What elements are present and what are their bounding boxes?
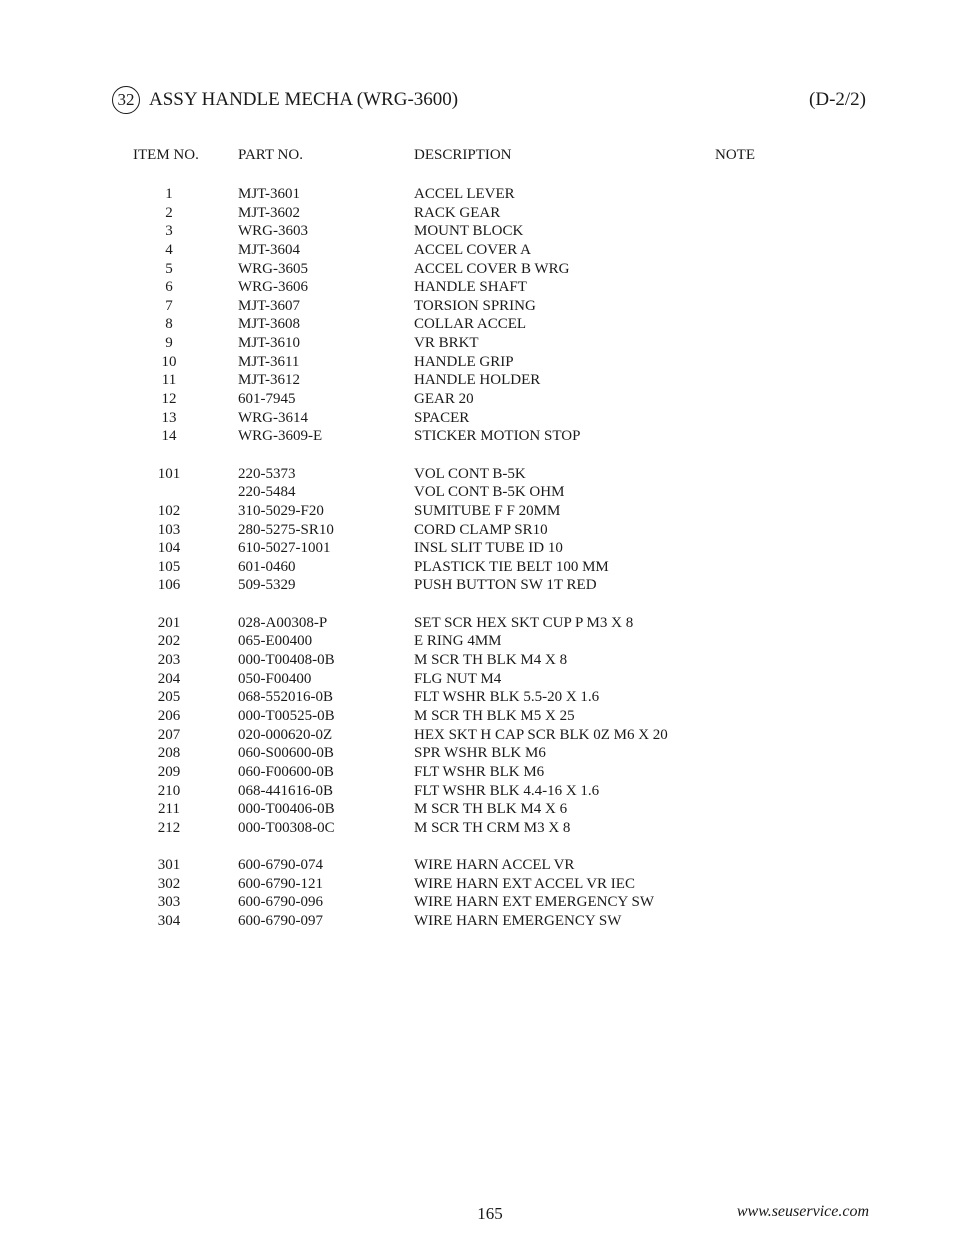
table-row <box>0 726 954 745</box>
item-number-cell: 105 <box>157 558 181 575</box>
description-cell: ACCEL COVER B WRG <box>414 260 570 277</box>
part-number-cell: 060-S00600-0B <box>238 745 334 762</box>
table-row <box>0 521 954 540</box>
table-row <box>0 278 954 297</box>
item-number-cell: 210 <box>157 782 181 799</box>
item-number-cell: 304 <box>157 912 181 929</box>
part-number-cell: 600-6790-121 <box>238 875 323 892</box>
table-row <box>0 688 954 707</box>
item-number-cell: 104 <box>157 540 181 557</box>
page-title: ASSY HANDLE MECHA (WRG-3600) <box>149 89 459 110</box>
column-header-item-no: ITEM NO. <box>133 147 199 163</box>
item-number-cell: 4 <box>165 241 173 258</box>
item-number-cell: 102 <box>157 502 181 519</box>
table-row <box>0 893 954 912</box>
item-number-cell: 9 <box>165 335 173 352</box>
description-cell: VR BRKT <box>414 335 479 352</box>
part-number-cell: 600-6790-074 <box>238 857 323 874</box>
description-cell: COLLAR ACCEL <box>414 316 527 333</box>
table-row <box>0 297 954 316</box>
description-cell: M SCR TH BLK M5 X 25 <box>414 707 575 724</box>
table-row <box>0 614 954 633</box>
part-number-cell: 280-5275-SR10 <box>238 521 334 538</box>
description-cell: PUSH BUTTON SW 1T RED <box>414 577 597 594</box>
description-cell: RACK GEAR <box>414 204 501 221</box>
description-cell: FLG NUT M4 <box>414 670 502 687</box>
description-cell: SUMITUBE F F 20MM <box>414 502 561 519</box>
item-number-cell: 302 <box>157 875 181 892</box>
table-row <box>0 483 954 502</box>
part-number-cell: 601-7945 <box>238 391 296 408</box>
part-number-cell: MJT-3608 <box>238 316 300 333</box>
table-row <box>0 390 954 409</box>
website-footer: www.seuservice.com <box>736 1203 869 1220</box>
part-number-cell: MJT-3604 <box>238 241 300 258</box>
description-cell: HANDLE HOLDER <box>414 372 541 389</box>
section-number-badge: 32 <box>112 86 140 114</box>
table-row <box>0 856 954 875</box>
item-number-cell: 3 <box>165 223 173 240</box>
part-number-cell: 000-T00406-0B <box>238 801 335 818</box>
description-cell: TORSION SPRING <box>414 297 536 314</box>
part-number-cell: MJT-3607 <box>238 297 300 314</box>
table-row <box>0 502 954 521</box>
page-number: 165 <box>477 1204 503 1223</box>
table-row <box>0 260 954 279</box>
description-cell: E RING 4MM <box>414 633 502 650</box>
description-cell: WIRE HARN ACCEL VR <box>414 857 575 874</box>
table-row <box>0 782 954 801</box>
description-cell: SPACER <box>414 409 470 426</box>
table-row <box>0 204 954 223</box>
table-row <box>0 744 954 763</box>
description-cell: ACCEL LEVER <box>414 186 515 202</box>
item-number-cell: 13 <box>161 409 177 426</box>
description-cell: HANDLE SHAFT <box>414 279 527 296</box>
description-cell: STICKER MOTION STOP <box>414 428 581 445</box>
description-cell: HEX SKT H CAP SCR BLK 0Z M6 X 20 <box>414 726 668 743</box>
table-row <box>0 800 954 819</box>
item-number-cell: 10 <box>161 353 177 370</box>
item-number-cell: 2 <box>165 204 173 221</box>
item-number-cell: 5 <box>165 260 173 277</box>
table-row <box>0 875 954 894</box>
description-cell: M SCR TH CRM M3 X 8 <box>414 819 571 836</box>
description-cell: CORD CLAMP SR10 <box>414 521 548 538</box>
description-cell: GEAR 20 <box>414 391 474 408</box>
sheet-number: (D-2/2) <box>809 89 866 110</box>
table-row <box>0 576 954 595</box>
part-number-cell: 220-5373 <box>238 465 296 482</box>
table-row <box>0 670 954 689</box>
table-row <box>0 558 954 577</box>
part-number-cell: 068-552016-0B <box>238 689 333 706</box>
description-cell: M SCR TH BLK M4 X 8 <box>414 652 568 669</box>
part-number-cell: 000-T00525-0B <box>238 707 335 724</box>
table-row <box>0 465 954 484</box>
table-row <box>0 371 954 390</box>
part-number-cell: 028-A00308-P <box>238 614 328 631</box>
table-row <box>0 632 954 651</box>
item-number-cell: 7 <box>165 297 173 314</box>
table-row <box>0 185 954 204</box>
description-cell: WIRE HARN EXT EMERGENCY SW <box>414 894 654 911</box>
table-row <box>0 819 954 838</box>
part-number-cell: MJT-3602 <box>238 204 300 221</box>
part-number-cell: 068-441616-0B <box>238 782 333 799</box>
item-number-cell: 12 <box>161 391 177 408</box>
description-cell: ACCEL COVER A <box>414 241 531 258</box>
item-number-cell: 204 <box>157 670 181 687</box>
item-number-cell: 201 <box>157 614 181 631</box>
item-number-cell: 103 <box>157 521 181 538</box>
item-number-cell: 14 <box>161 428 177 445</box>
part-number-cell: 065-E00400 <box>238 633 313 650</box>
table-row <box>0 707 954 726</box>
part-number-cell: WRG-3603 <box>238 223 308 240</box>
column-header-part-no: PART NO. <box>238 147 303 163</box>
parts-table <box>0 185 954 931</box>
part-number-cell: MJT-3612 <box>238 372 300 389</box>
column-header-description: DESCRIPTION <box>414 147 512 163</box>
item-number-cell: 212 <box>157 819 181 836</box>
item-number-cell: 106 <box>157 577 181 594</box>
part-number-cell: WRG-3609-E <box>238 428 323 445</box>
part-number-cell: MJT-3610 <box>238 335 300 352</box>
description-cell: INSL SLIT TUBE ID 10 <box>414 540 563 557</box>
part-number-cell: 600-6790-096 <box>238 894 323 911</box>
table-row <box>0 539 954 558</box>
part-number-cell: 000-T00408-0B <box>238 652 335 669</box>
item-number-cell: 208 <box>157 745 181 762</box>
part-number-cell: WRG-3614 <box>238 409 308 426</box>
part-number-cell: 060-F00600-0B <box>238 763 334 780</box>
table-row <box>0 353 954 372</box>
description-cell: PLASTICK TIE BELT 100 MM <box>414 558 609 575</box>
item-number-cell: 203 <box>157 652 181 669</box>
table-row <box>0 334 954 353</box>
item-number-cell: 205 <box>157 689 181 706</box>
item-number-cell: 11 <box>161 372 177 389</box>
table-row <box>0 241 954 260</box>
part-number-cell: WRG-3605 <box>238 260 308 277</box>
table-row <box>0 912 954 931</box>
part-number-cell: 310-5029-F20 <box>238 502 324 519</box>
item-number-cell: 202 <box>157 633 181 650</box>
description-cell: HANDLE GRIP <box>414 353 514 370</box>
item-number-cell: 303 <box>157 894 181 911</box>
description-cell: FLT WSHR BLK 4.4-16 X 1.6 <box>414 782 600 799</box>
part-number-cell: 600-6790-097 <box>238 912 323 929</box>
table-row <box>0 763 954 782</box>
table-row <box>0 222 954 241</box>
part-number-cell: 000-T00308-0C <box>238 819 335 836</box>
page-header <box>112 86 866 116</box>
description-cell: MOUNT BLOCK <box>414 223 524 240</box>
item-number-cell: 207 <box>157 726 181 743</box>
item-number-cell: 206 <box>157 707 181 724</box>
description-cell: FLT WSHR BLK M6 <box>414 763 545 780</box>
item-number-cell: 301 <box>157 857 181 874</box>
item-number-cell: 1 <box>165 186 173 202</box>
description-cell: SPR WSHR BLK M6 <box>414 745 546 762</box>
column-headers <box>0 147 954 167</box>
description-cell: FLT WSHR BLK 5.5-20 X 1.6 <box>414 689 600 706</box>
description-cell: VOL CONT B-5K <box>414 465 526 482</box>
part-number-cell: 220-5484 <box>238 484 296 501</box>
item-number-cell: 101 <box>157 465 181 482</box>
part-number-cell: MJT-3601 <box>238 186 300 202</box>
description-cell: VOL CONT B-5K OHM <box>414 484 565 501</box>
item-number-cell: 209 <box>157 763 181 780</box>
part-number-cell: 509-5329 <box>238 577 296 594</box>
table-row <box>0 651 954 670</box>
part-number-cell: 050-F00400 <box>238 670 312 687</box>
part-number-cell: WRG-3606 <box>238 279 308 296</box>
table-row <box>0 315 954 334</box>
table-row <box>0 427 954 446</box>
item-number-cell: 211 <box>158 801 180 818</box>
description-cell: WIRE HARN EXT ACCEL VR IEC <box>414 875 635 892</box>
description-cell: SET SCR HEX SKT CUP P M3 X 8 <box>414 614 634 631</box>
part-number-cell: 601-0460 <box>238 558 296 575</box>
table-row <box>0 409 954 428</box>
item-number-cell: 6 <box>165 279 173 296</box>
part-number-cell: MJT-3611 <box>238 353 300 370</box>
description-cell: WIRE HARN EMERGENCY SW <box>414 912 622 929</box>
item-number-cell: 8 <box>165 316 173 333</box>
part-number-cell: 610-5027-1001 <box>238 540 331 557</box>
description-cell: M SCR TH BLK M4 X 6 <box>414 801 568 818</box>
part-number-cell: 020-000620-0Z <box>238 726 333 743</box>
column-header-note: NOTE <box>715 147 755 163</box>
